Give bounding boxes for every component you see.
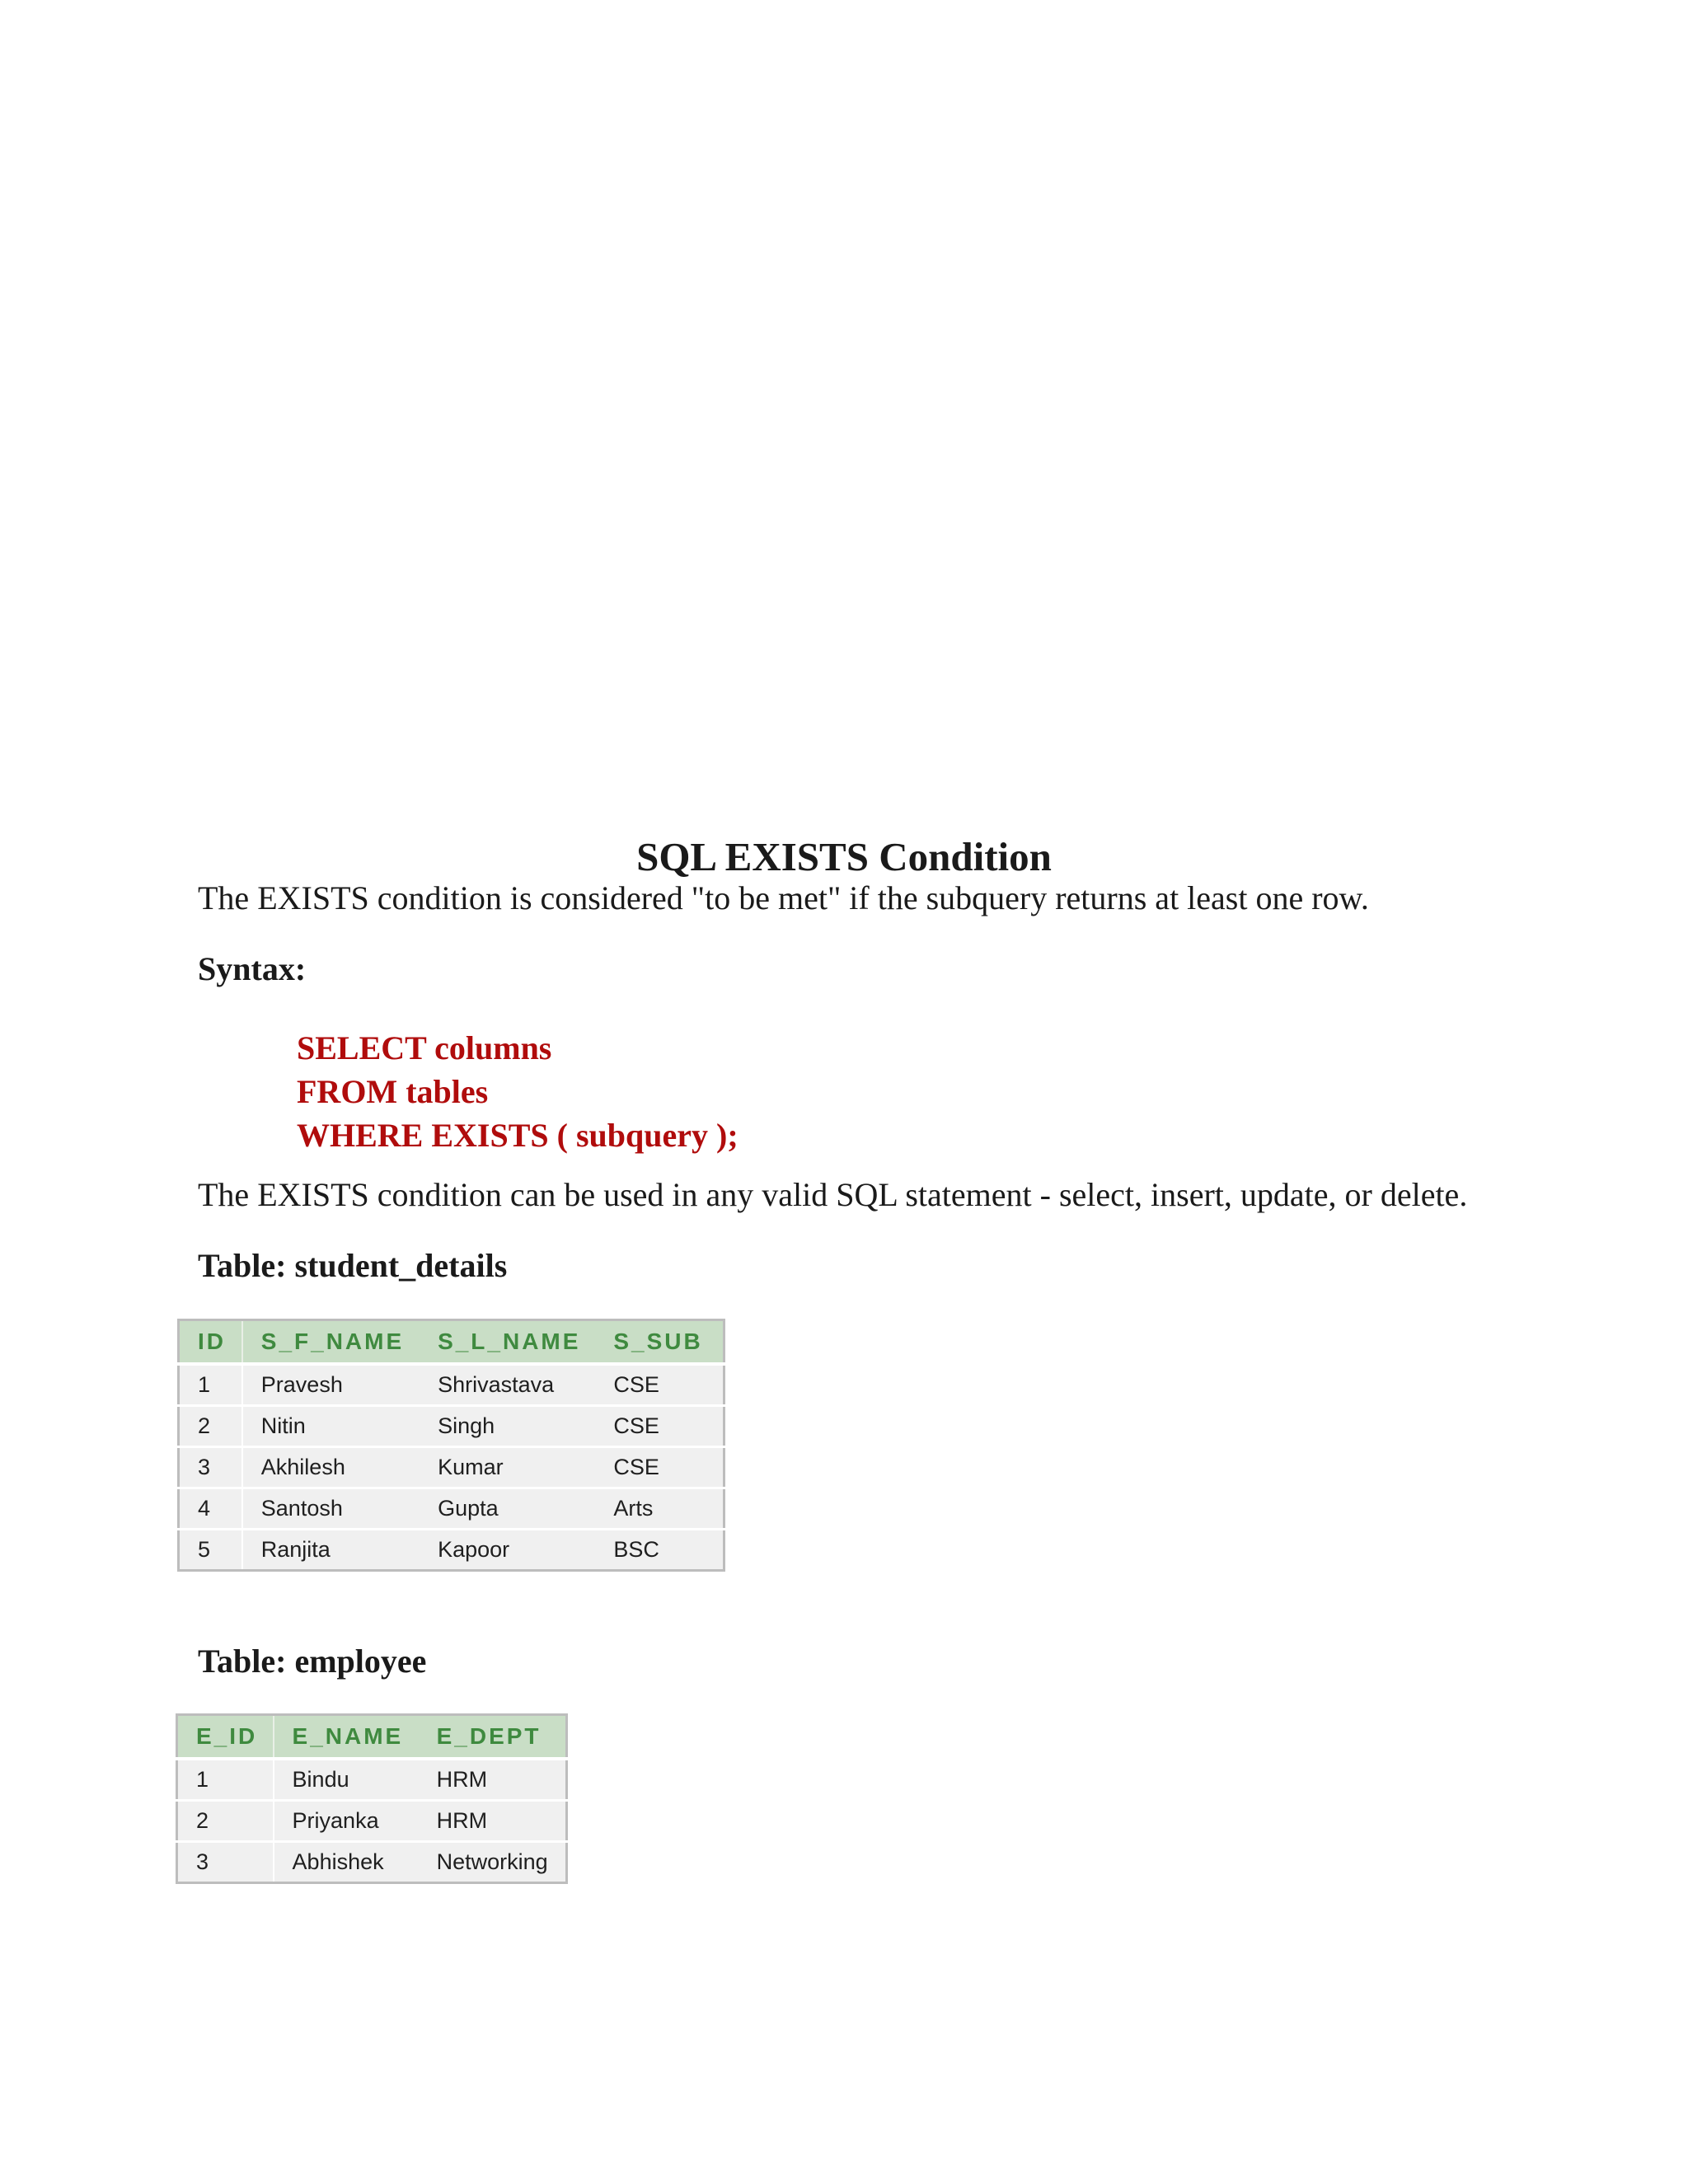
table-cell: 2 [177, 1801, 274, 1842]
column-header: E_ID [177, 1715, 274, 1760]
table-cell: 1 [179, 1364, 242, 1406]
table-cell: CSE [595, 1406, 724, 1447]
student-table-heading: Table: student_details [198, 1247, 508, 1284]
table-header-row [177, 1715, 567, 1760]
table-cell: Shrivastava [420, 1364, 595, 1406]
table-cell: Arts [595, 1488, 724, 1530]
column-header: ID [179, 1320, 242, 1365]
table-row [179, 1406, 724, 1447]
column-header: S_F_NAME [242, 1320, 420, 1365]
table-cell: Networking [419, 1842, 567, 1883]
table-row [179, 1364, 724, 1406]
table-cell: Singh [420, 1406, 595, 1447]
table-cell: HRM [419, 1801, 567, 1842]
employee-table [176, 1713, 568, 1884]
table-cell: BSC [595, 1530, 724, 1571]
table-row [179, 1530, 724, 1571]
table-cell: CSE [595, 1364, 724, 1406]
page-title: SQL EXISTS Condition [636, 834, 1052, 879]
table-cell: Priyanka [274, 1801, 419, 1842]
table-cell: Bindu [274, 1759, 419, 1801]
table-cell: Nitin [242, 1406, 420, 1447]
table-cell: Santosh [242, 1488, 420, 1530]
table-cell: HRM [419, 1759, 567, 1801]
syntax-line-select: SELECT columns [297, 1029, 552, 1066]
employee-table-heading: Table: employee [198, 1643, 427, 1680]
syntax-line-where: WHERE EXISTS ( subquery ); [297, 1117, 738, 1154]
table-cell: Kapoor [420, 1530, 595, 1571]
column-header: E_DEPT [419, 1715, 567, 1760]
table-cell: Abhishek [274, 1842, 419, 1883]
column-header: S_L_NAME [420, 1320, 595, 1365]
intro-paragraph: The EXISTS condition is considered "to be met" if the subquery returns at least one row. [198, 879, 1369, 916]
table-row [177, 1842, 567, 1883]
table-row [179, 1488, 724, 1530]
usage-paragraph: The EXISTS condition can be used in any valid SQL statement - select, insert, update, or delete. [198, 1176, 1468, 1213]
table-cell: 3 [179, 1447, 242, 1488]
table-row [177, 1759, 567, 1801]
syntax-code-block [297, 1026, 738, 1157]
table-cell: 3 [177, 1842, 274, 1883]
table-cell: CSE [595, 1447, 724, 1488]
table-cell: Akhilesh [242, 1447, 420, 1488]
column-header: E_NAME [274, 1715, 419, 1760]
student-details-table [177, 1319, 725, 1572]
table-cell: Pravesh [242, 1364, 420, 1406]
syntax-heading: Syntax: [198, 950, 307, 987]
table-cell: Gupta [420, 1488, 595, 1530]
column-header: S_SUB [595, 1320, 724, 1365]
table-cell: Ranjita [242, 1530, 420, 1571]
table-row [177, 1801, 567, 1842]
table-cell: Kumar [420, 1447, 595, 1488]
table-header-row [179, 1320, 724, 1365]
table-row [179, 1447, 724, 1488]
syntax-line-from: FROM tables [297, 1073, 489, 1110]
table-cell: 4 [179, 1488, 242, 1530]
table-cell: 5 [179, 1530, 242, 1571]
table-cell: 2 [179, 1406, 242, 1447]
table-cell: 1 [177, 1759, 274, 1801]
